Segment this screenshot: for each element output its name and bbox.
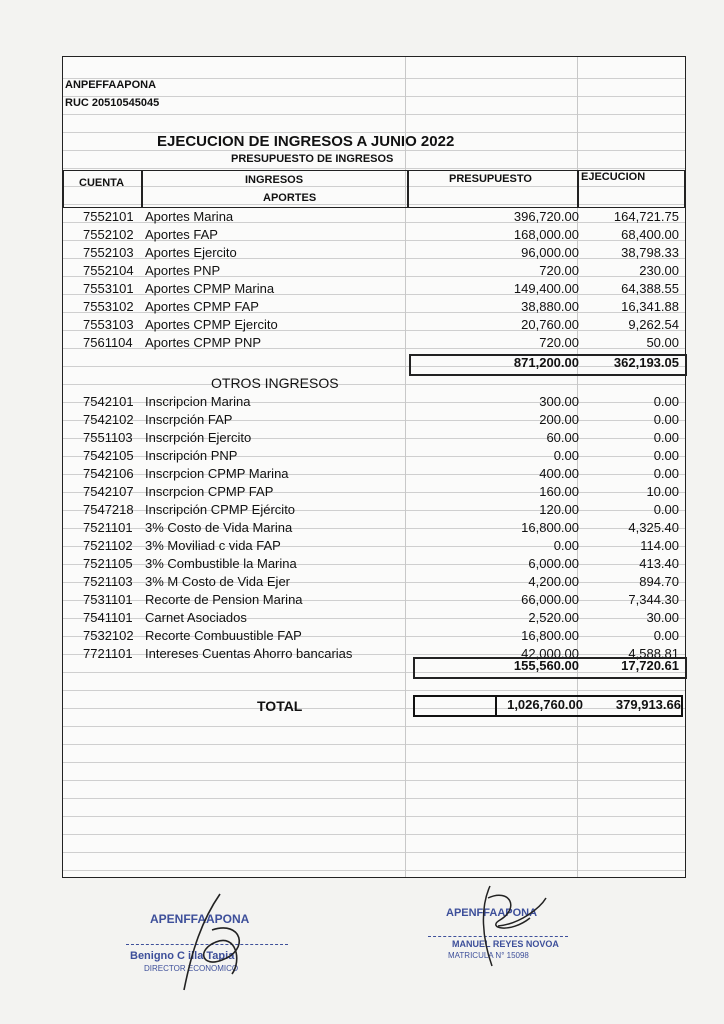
presupuesto-value: 396,720.00 bbox=[513, 209, 579, 224]
account-description: Inscripción PNP bbox=[145, 448, 238, 463]
account-description: Aportes FAP bbox=[145, 227, 218, 242]
table-row bbox=[63, 298, 685, 316]
presupuesto-value: 0.00 bbox=[553, 448, 579, 463]
presupuesto-value: 149,400.00 bbox=[513, 281, 579, 296]
account-code: 7553103 bbox=[83, 317, 134, 332]
table-row bbox=[63, 280, 685, 298]
stamp-right-name: MANUEL REYES NOVOA bbox=[452, 939, 559, 949]
ejecucion-value: 413.40 bbox=[639, 556, 679, 571]
ejecucion-value: 164,721.75 bbox=[613, 209, 679, 224]
presupuesto-value: 2,520.00 bbox=[528, 610, 579, 625]
table-row bbox=[63, 519, 685, 537]
account-code: 7552103 bbox=[83, 245, 134, 260]
account-description: 3% M Costo de Vida Ejer bbox=[145, 574, 290, 589]
presupuesto-value: 160.00 bbox=[539, 484, 579, 499]
account-description: Aportes CPMP FAP bbox=[145, 299, 259, 314]
table-row bbox=[63, 334, 685, 352]
table-row bbox=[63, 429, 685, 447]
stamp-right-role: MATRICULA N° 15098 bbox=[448, 951, 529, 960]
header-ingresos: INGRESOS bbox=[245, 174, 304, 186]
page-subtitle: PRESUPUESTO DE INGRESOS bbox=[231, 153, 394, 165]
company-name: ANPEFFAAPONA bbox=[65, 79, 157, 91]
header-cuenta: CUENTA bbox=[79, 177, 125, 189]
account-description: 3% Costo de Vida Marina bbox=[145, 520, 293, 535]
total-presupuesto: 1,026,760.00 bbox=[507, 697, 583, 712]
presupuesto-value: 42,000.00 bbox=[521, 646, 579, 661]
ejecucion-value: 64,388.55 bbox=[621, 281, 679, 296]
table-row bbox=[63, 208, 685, 226]
account-code: 7521102 bbox=[83, 538, 133, 553]
table-row bbox=[63, 591, 685, 609]
presupuesto-value: 6,000.00 bbox=[528, 556, 579, 571]
account-code: 7521101 bbox=[83, 520, 133, 535]
account-description: 3% Moviliad c vida FAP bbox=[145, 538, 281, 553]
presupuesto-value: 120.00 bbox=[539, 502, 579, 517]
header-aportes: APORTES bbox=[263, 192, 317, 204]
presupuesto-value: 4,200.00 bbox=[528, 574, 579, 589]
account-code: 7542105 bbox=[83, 448, 134, 463]
ejecucion-value: 9,262.54 bbox=[628, 317, 679, 332]
table-row bbox=[63, 393, 685, 411]
account-description: Intereses Cuentas Ahorro bancarias bbox=[145, 646, 353, 661]
account-description: Aportes CPMP PNP bbox=[145, 335, 262, 350]
account-code: 7542107 bbox=[83, 484, 134, 499]
presupuesto-value: 60.00 bbox=[546, 430, 579, 445]
account-description: Carnet Asociados bbox=[145, 610, 247, 625]
account-code: 7561104 bbox=[83, 335, 133, 350]
ejecucion-value: 0.00 bbox=[653, 448, 679, 463]
ejecucion-value: 114.00 bbox=[640, 538, 679, 553]
account-description: Inscrpción FAP bbox=[145, 412, 233, 427]
table-row bbox=[63, 627, 685, 645]
account-code: 7532102 bbox=[83, 628, 134, 643]
signature-scribble-left bbox=[172, 890, 262, 1000]
ejecucion-value: 0.00 bbox=[653, 628, 679, 643]
account-description: Recorte Combuustible FAP bbox=[145, 628, 302, 643]
otros-ingresos-heading: OTROS INGRESOS bbox=[211, 375, 339, 391]
company-ruc: RUC 20510545045 bbox=[65, 97, 160, 109]
account-code: 7521105 bbox=[83, 556, 133, 571]
account-code: 7553101 bbox=[83, 281, 134, 296]
account-code: 7553102 bbox=[83, 299, 134, 314]
aportes-subtotal-presupuesto: 871,200.00 bbox=[513, 355, 579, 370]
stamp-right-org: APENFFAAPONA bbox=[446, 907, 538, 919]
table-row bbox=[63, 501, 685, 519]
presupuesto-value: 0.00 bbox=[553, 538, 579, 553]
total-divider bbox=[495, 697, 497, 715]
header-presupuesto: PRESUPUESTO bbox=[449, 173, 532, 185]
account-code: 7541101 bbox=[83, 610, 133, 625]
account-description: Aportes Ejercito bbox=[145, 245, 237, 260]
signature-scribble-right bbox=[470, 878, 550, 968]
ejecucion-value: 7,344.30 bbox=[628, 592, 679, 607]
aportes-subtotal-ejecucion: 362,193.05 bbox=[613, 355, 679, 370]
account-description: Inscrpción Ejercito bbox=[145, 430, 252, 445]
account-description: Inscrpcion CPMP FAP bbox=[145, 484, 274, 499]
total-label: TOTAL bbox=[257, 698, 303, 714]
account-description: 3% Combustible la Marina bbox=[145, 556, 297, 571]
stamp-left-name: Benigno C illa Tapia bbox=[130, 950, 235, 962]
otros-subtotal-presupuesto: 155,560.00 bbox=[513, 658, 579, 673]
presupuesto-value: 720.00 bbox=[539, 335, 579, 350]
account-code: 7542106 bbox=[83, 466, 134, 481]
table-row bbox=[63, 316, 685, 334]
ejecucion-value: 38,798.33 bbox=[621, 245, 679, 260]
ejecucion-value: 0.00 bbox=[653, 430, 679, 445]
ejecucion-value: 0.00 bbox=[653, 466, 679, 481]
table-row bbox=[63, 465, 685, 483]
ejecucion-value: 0.00 bbox=[653, 394, 679, 409]
ejecucion-value: 16,341.88 bbox=[621, 299, 679, 314]
account-code: 7552104 bbox=[83, 263, 134, 278]
otros-subtotal-ejecucion: 17,720.61 bbox=[621, 658, 679, 673]
account-code: 7721101 bbox=[83, 646, 133, 661]
table-row bbox=[63, 411, 685, 429]
header-cuenta-box bbox=[63, 170, 143, 208]
ejecucion-value: 4,588.81 bbox=[628, 646, 679, 661]
presupuesto-value: 168,000.00 bbox=[513, 227, 579, 242]
table-row bbox=[63, 537, 685, 555]
table-row bbox=[63, 244, 685, 262]
presupuesto-value: 38,880.00 bbox=[521, 299, 579, 314]
presupuesto-value: 720.00 bbox=[539, 263, 579, 278]
ejecucion-value: 50.00 bbox=[646, 335, 679, 350]
table-row bbox=[63, 573, 685, 591]
account-code: 7552102 bbox=[83, 227, 134, 242]
presupuesto-value: 96,000.00 bbox=[521, 245, 579, 260]
table-row bbox=[63, 555, 685, 573]
account-description: Inscripcion Marina bbox=[145, 394, 251, 409]
ledger-sheet bbox=[62, 56, 686, 878]
account-description: Aportes CPMP Marina bbox=[145, 281, 275, 296]
header-ejecucion: EJECUCION bbox=[581, 171, 646, 183]
account-description: Inscrpcion CPMP Marina bbox=[145, 466, 289, 481]
ejecucion-value: 230.00 bbox=[639, 263, 679, 278]
ejecucion-value: 0.00 bbox=[653, 412, 679, 427]
table-row bbox=[63, 226, 685, 244]
presupuesto-value: 200.00 bbox=[539, 412, 579, 427]
presupuesto-value: 66,000.00 bbox=[521, 592, 579, 607]
account-description: Recorte de Pension Marina bbox=[145, 592, 303, 607]
presupuesto-value: 16,800.00 bbox=[521, 520, 579, 535]
page-title: EJECUCION DE INGRESOS A JUNIO 2022 bbox=[157, 133, 455, 150]
presupuesto-value: 400.00 bbox=[539, 466, 579, 481]
account-description: Aportes Marina bbox=[145, 209, 234, 224]
ejecucion-value: 0.00 bbox=[653, 502, 679, 517]
table-row bbox=[63, 609, 685, 627]
account-description: Aportes CPMP Ejercito bbox=[145, 317, 278, 332]
account-code: 7551103 bbox=[83, 430, 133, 445]
total-ejecucion: 379,913.66 bbox=[615, 697, 681, 712]
stamp-left-role: DIRECTOR ECONOMICO bbox=[144, 964, 239, 973]
presupuesto-value: 300.00 bbox=[539, 394, 579, 409]
ejecucion-value: 10.00 bbox=[646, 484, 679, 499]
table-row bbox=[63, 483, 685, 501]
account-code: 7542102 bbox=[83, 412, 134, 427]
account-description: Inscripción CPMP Ejército bbox=[145, 502, 296, 517]
account-code: 7531101 bbox=[83, 592, 133, 607]
account-code: 7547218 bbox=[83, 502, 134, 517]
presupuesto-value: 20,760.00 bbox=[521, 317, 579, 332]
ejecucion-value: 4,325.40 bbox=[628, 520, 679, 535]
presupuesto-value: 16,800.00 bbox=[521, 628, 579, 643]
account-code: 7521103 bbox=[83, 574, 133, 589]
account-code: 7552101 bbox=[83, 209, 134, 224]
account-description: Aportes PNP bbox=[145, 263, 221, 278]
ejecucion-value: 30.00 bbox=[646, 610, 679, 625]
ejecucion-value: 68,400.00 bbox=[621, 227, 679, 242]
account-code: 7542101 bbox=[83, 394, 134, 409]
table-row bbox=[63, 447, 685, 465]
stamp-left-org: APENFFAAPONA bbox=[150, 912, 250, 926]
ejecucion-value: 894.70 bbox=[639, 574, 679, 589]
table-row bbox=[63, 262, 685, 280]
